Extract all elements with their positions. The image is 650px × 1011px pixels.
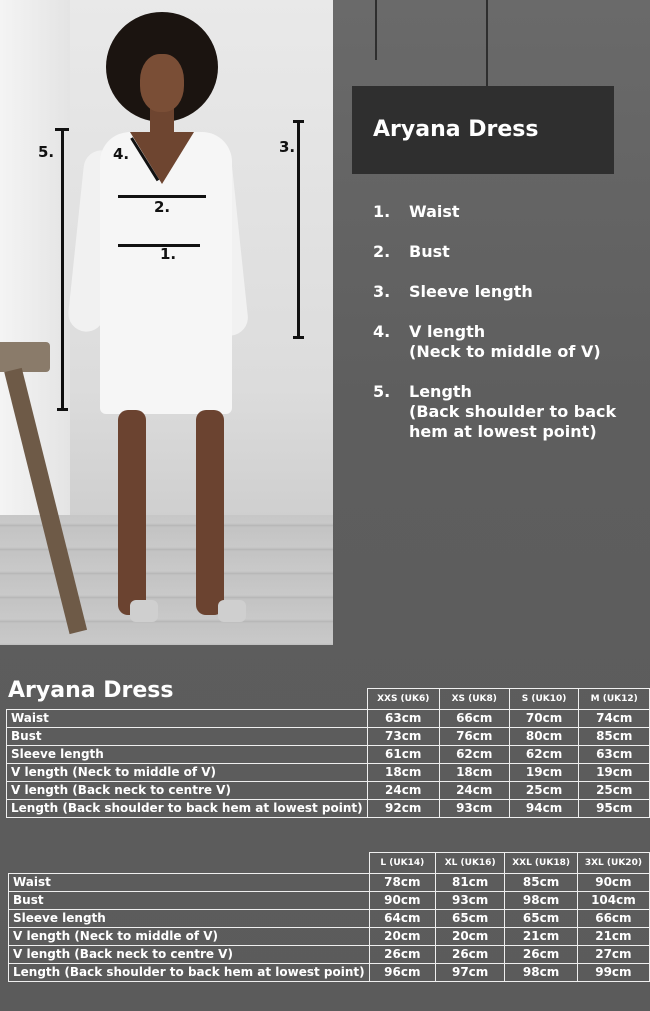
stool-seat [0,342,50,372]
measurement-label: Bust [409,242,450,261]
length-measure-line [61,130,64,410]
size-header: XL (UK16) [435,853,504,874]
size-value-cell: 62cm [509,745,579,763]
table-row [7,727,650,745]
row-label: Bust [9,891,370,909]
size-value-cell: 26cm [505,945,577,963]
waist-photo-label: 1. [160,245,177,263]
size-value-cell: 98cm [505,891,577,909]
size-value-cell: 63cm [367,709,439,727]
size-value-cell: 76cm [439,727,509,745]
size-value-cell: 18cm [439,763,509,781]
size-value-cell: 92cm [367,799,439,817]
size-value-cell: 19cm [579,763,650,781]
size-value-cell: 90cm [369,891,435,909]
row-label: Length (Back shoulder to back hem at lowest point) [7,799,368,817]
measurement-item-v-length [373,322,639,362]
measurement-num: 4. [373,322,391,341]
size-value-cell: 74cm [579,709,650,727]
model-leg-left [118,410,146,615]
size-header-row [9,853,650,874]
measurements-list [373,202,639,462]
dress-v-neck [130,132,194,184]
row-label: V length (Neck to middle of V) [7,763,368,781]
size-value-cell: 65cm [435,909,504,927]
size-header: 3XL (UK20) [577,853,649,874]
size-value-cell: 63cm [579,745,650,763]
measurement-num: 1. [373,202,391,221]
hanger-wire-right [486,0,488,92]
size-value-cell: 66cm [577,909,649,927]
table-row [9,927,650,945]
measurement-num: 3. [373,282,391,301]
sleeve-measure-cap-bottom [293,336,304,339]
row-label: V length (Back neck to centre V) [9,945,370,963]
model-face [140,54,184,112]
size-value-cell: 62cm [439,745,509,763]
measurement-label: Waist [409,202,460,221]
row-label: Waist [9,873,370,891]
table-row [7,763,650,781]
table-row [9,873,650,891]
measurement-label: Length (Back shoulder to back hem at lowest point) [409,382,617,441]
size-header: XXL (UK18) [505,853,577,874]
product-title: Aryana Dress [373,117,539,142]
table-row [7,709,650,727]
table-row [7,799,650,817]
row-label: Waist [7,709,368,727]
size-value-cell: 19cm [509,763,579,781]
size-value-cell: 21cm [505,927,577,945]
size-header: L (UK14) [369,853,435,874]
size-value-cell: 93cm [435,891,504,909]
row-label: Bust [7,727,368,745]
row-label: Sleeve length [9,909,370,927]
measurement-label: V length (Neck to middle of V) [409,322,601,361]
size-value-cell: 24cm [367,781,439,799]
size-value-cell: 20cm [435,927,504,945]
sleeve-photo-label: 3. [279,138,296,156]
size-value-cell: 24cm [439,781,509,799]
size-value-cell: 27cm [577,945,649,963]
size-value-cell: 96cm [369,963,435,981]
sleeve-measure-cap-top [293,120,304,123]
measurement-item-bust [373,242,639,262]
size-value-cell: 66cm [439,709,509,727]
row-label: Length (Back shoulder to back hem at lowest point) [9,963,370,981]
size-value-cell: 95cm [579,799,650,817]
size-value-cell: 26cm [435,945,504,963]
size-value-cell: 85cm [579,727,650,745]
size-header-row [7,689,650,710]
table-row [9,945,650,963]
size-header: S (UK10) [509,689,579,710]
size-value-cell: 21cm [577,927,649,945]
size-value-cell: 94cm [509,799,579,817]
size-value-cell: 73cm [367,727,439,745]
size-header: M (UK12) [579,689,650,710]
row-label: V length (Back neck to centre V) [7,781,368,799]
table-row [9,891,650,909]
size-header: XS (UK8) [439,689,509,710]
size-value-cell: 80cm [509,727,579,745]
table-row [9,963,650,981]
size-value-cell: 64cm [369,909,435,927]
measurement-num: 2. [373,242,391,261]
size-header: XXS (UK6) [367,689,439,710]
bust-photo-label: 2. [154,198,171,216]
length-photo-label: 5. [38,143,55,161]
shoe-left [130,600,158,622]
size-table-1 [6,688,650,818]
size-value-cell: 70cm [509,709,579,727]
sleeve-measure-line [297,122,300,338]
size-value-cell: 61cm [367,745,439,763]
measurement-item-waist [373,202,639,222]
size-value-cell: 81cm [435,873,504,891]
measurement-label: Sleeve length [409,282,533,301]
header-spacer [9,853,370,874]
size-value-cell: 18cm [367,763,439,781]
v-length-photo-label: 4. [113,145,130,163]
size-value-cell: 25cm [509,781,579,799]
size-value-cell: 25cm [579,781,650,799]
measurement-num: 5. [373,382,391,401]
header-spacer [7,689,368,710]
table-row [9,909,650,927]
size-value-cell: 93cm [439,799,509,817]
model-leg-right [196,410,224,615]
length-measure-cap-bottom [57,408,68,411]
size-value-cell: 99cm [577,963,649,981]
size-value-cell: 90cm [577,873,649,891]
size-table-2 [8,852,650,982]
size-value-cell: 20cm [369,927,435,945]
shoe-right [218,600,246,622]
hanger-wire-left [375,0,377,60]
size-value-cell: 78cm [369,873,435,891]
waist-measure-line [118,244,200,247]
size-value-cell: 26cm [369,945,435,963]
row-label: Sleeve length [7,745,368,763]
length-measure-cap-top [55,128,69,131]
size-value-cell: 85cm [505,873,577,891]
table-row [7,745,650,763]
size-value-cell: 98cm [505,963,577,981]
measurement-item-length [373,382,639,442]
size-value-cell: 104cm [577,891,649,909]
row-label: V length (Neck to middle of V) [9,927,370,945]
table-row [7,781,650,799]
size-table-title: Aryana Dress [8,678,174,703]
size-value-cell: 97cm [435,963,504,981]
measurement-item-sleeve [373,282,639,302]
size-value-cell: 65cm [505,909,577,927]
product-photo [0,0,333,645]
